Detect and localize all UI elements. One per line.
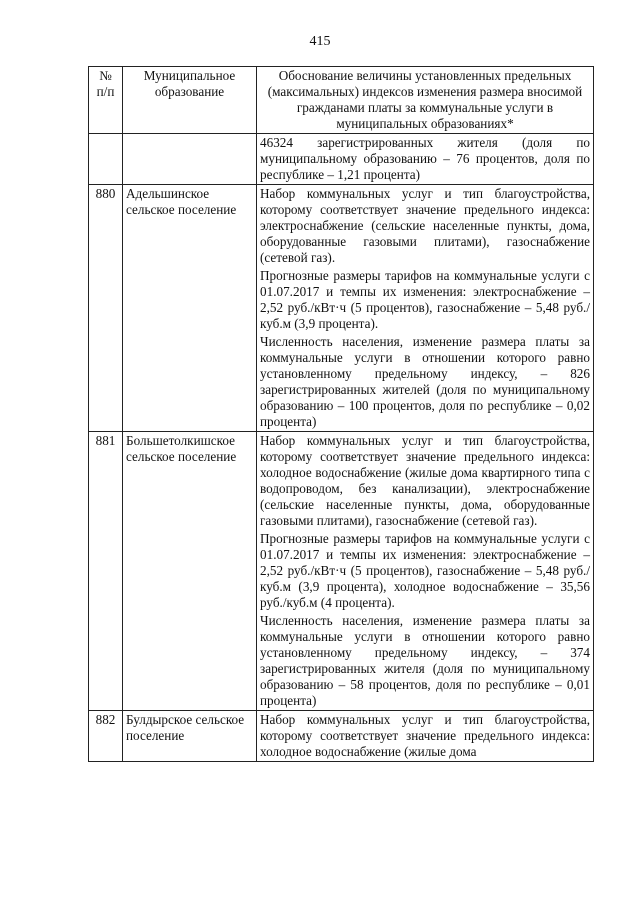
row-municipality — [123, 134, 257, 185]
table-row — [89, 185, 594, 432]
row-municipality: Адельшинское сельское поселение — [123, 185, 257, 432]
justification-paragraph: Набор коммунальных услуг и тип благоустройства, которому соответствует значение предельного индекса: электроснабжение (сельские населенные пункты, дома, оборудованные газовыми плитами), газоснабжение (сетевой газ). — [260, 186, 590, 265]
header-municipality: Муниципальное образование — [123, 67, 257, 134]
row-municipality: Большетолкишское сельское поселение — [123, 432, 257, 711]
header-number-line1: № — [99, 68, 112, 83]
row-municipality: Булдырское сельское поселение — [123, 711, 257, 762]
row-justification — [257, 432, 594, 711]
row-justification — [257, 711, 594, 762]
justification-paragraph: Численность населения, изменение размера платы за коммунальные услуги в отношении которого равно установленному предельному индексу, – 826 зарегистрированных жителей (доля по муниципальному образованию – 100 процентов, доля по республике – 0,02 процента) — [260, 334, 590, 429]
justification-paragraph: Набор коммунальных услуг и тип благоустройства, которому соответствует значение предельного индекса: холодное водоснабжение (жилые дома квартирного типа с водопроводом, без канализации), электроснабжение (сельские населенные пункты, дома, оборудованные газовыми плитами), газоснабжение (сетевой газ). — [260, 433, 590, 528]
justification-paragraph: Набор коммунальных услуг и тип благоустройства, которому соответствует значение предельного индекса: холодное водоснабжение (жилые дома — [260, 712, 590, 759]
table-row — [89, 432, 594, 711]
header-number — [89, 67, 123, 134]
justification-paragraph: Прогнозные размеры тарифов на коммунальные услуги с 01.07.2017 и темпы их изменения: электроснабжение – 2,52 руб./кВт·ч (5 процентов), газоснабжение – 5,48 руб./куб.м (3,9 процента). — [260, 268, 590, 331]
justification-paragraph: Прогнозные размеры тарифов на коммунальные услуги с 01.07.2017 и темпы их изменения: электроснабжение – 2,52 руб./кВт·ч (5 процентов), газоснабжение – 5,48 руб./куб.м (3,9 процента), холодное водоснабжение – 35,56 руб./куб.м (4 процента). — [260, 531, 590, 610]
header-justification: Обоснование величины установленных предельных (максимальных) индексов изменения размера вносимой гражданами платы за коммунальные услуги в муниципальных образованиях* — [257, 67, 594, 134]
row-number: 880 — [89, 185, 123, 432]
row-justification — [257, 185, 594, 432]
row-justification — [257, 134, 594, 185]
tariff-index-table — [88, 66, 594, 762]
page-number: 415 — [309, 34, 331, 49]
table-header-row — [89, 67, 594, 134]
row-number — [89, 134, 123, 185]
header-number-line2: п/п — [96, 84, 115, 99]
justification-paragraph: 46324 зарегистрированных жителя (доля по муниципальному образованию – 76 процентов, доля по республике – 1,21 процента) — [260, 135, 590, 182]
table-row — [89, 134, 594, 185]
row-number: 882 — [89, 711, 123, 762]
table-row — [89, 711, 594, 762]
justification-paragraph: Численность населения, изменение размера платы за коммунальные услуги в отношении которого равно установленному предельному индексу, – 374 зарегистрированных жителя (доля по муниципальному образованию – 58 процентов, доля по республике – 0,01 процента) — [260, 613, 590, 708]
row-number: 881 — [89, 432, 123, 711]
